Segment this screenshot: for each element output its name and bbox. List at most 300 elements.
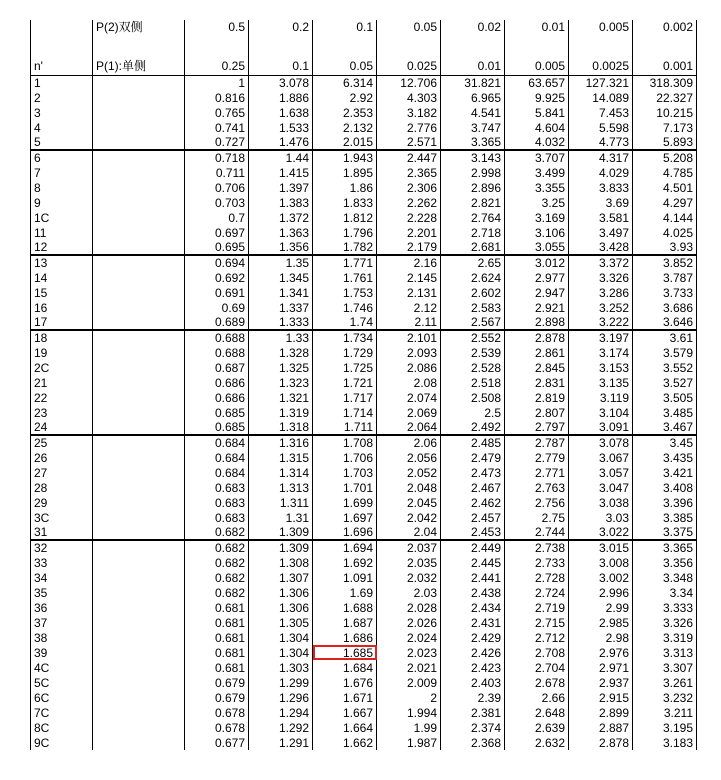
critical-value-cell[interactable]: 3.34 — [633, 585, 697, 600]
critical-value-cell[interactable]: 1.415 — [249, 165, 313, 180]
critical-value-cell[interactable]: 1.291 — [249, 735, 313, 750]
critical-value-cell[interactable]: 0.703 — [185, 195, 249, 210]
critical-value-cell[interactable]: 3.078 — [569, 435, 633, 450]
critical-value-cell[interactable]: 2.042 — [377, 510, 441, 525]
critical-value-cell[interactable]: 3.252 — [569, 300, 633, 315]
critical-value-cell[interactable]: 2.744 — [505, 525, 569, 540]
critical-value-cell[interactable]: 1.303 — [249, 660, 313, 675]
critical-value-cell[interactable]: 12.706 — [377, 75, 441, 90]
critical-value-cell[interactable]: 2.764 — [441, 210, 505, 225]
critical-value-cell[interactable]: 3.552 — [633, 360, 697, 375]
critical-value-cell[interactable]: 0.681 — [185, 660, 249, 675]
critical-value-cell[interactable]: 2.632 — [505, 735, 569, 750]
critical-value-cell[interactable]: 3.375 — [633, 525, 697, 540]
critical-value-cell[interactable]: 2.921 — [505, 300, 569, 315]
critical-value-cell[interactable]: 2.132 — [313, 120, 377, 135]
critical-value-cell[interactable]: 1.318 — [249, 420, 313, 435]
critical-value-cell[interactable]: 0.686 — [185, 390, 249, 405]
critical-value-cell[interactable]: 2.03 — [377, 585, 441, 600]
critical-value-cell[interactable]: 2.712 — [505, 630, 569, 645]
critical-value-cell[interactable]: 4.029 — [569, 165, 633, 180]
critical-value-cell[interactable]: 2.583 — [441, 300, 505, 315]
critical-value-cell[interactable]: 1.296 — [249, 690, 313, 705]
critical-value-cell[interactable]: 2.485 — [441, 435, 505, 450]
critical-value-cell[interactable]: 1.33 — [249, 330, 313, 345]
critical-value-cell[interactable]: 2.086 — [377, 360, 441, 375]
critical-value-cell[interactable]: 3.733 — [633, 285, 697, 300]
critical-value-cell[interactable]: 10.215 — [633, 105, 697, 120]
critical-value-cell[interactable]: 3.197 — [569, 330, 633, 345]
critical-value-cell[interactable]: 2.518 — [441, 375, 505, 390]
critical-value-cell[interactable]: 2.567 — [441, 315, 505, 330]
critical-value-cell[interactable]: 2.074 — [377, 390, 441, 405]
critical-value-cell[interactable]: 2.878 — [569, 735, 633, 750]
critical-value-cell[interactable]: 1.294 — [249, 705, 313, 720]
critical-value-cell[interactable]: 3.047 — [569, 480, 633, 495]
critical-value-cell[interactable]: 3.372 — [569, 255, 633, 270]
critical-value-cell[interactable]: 3.135 — [569, 375, 633, 390]
critical-value-cell[interactable]: 1.321 — [249, 390, 313, 405]
critical-value-cell[interactable]: 2.028 — [377, 600, 441, 615]
critical-value-cell[interactable]: 2.65 — [441, 255, 505, 270]
critical-value-cell[interactable]: 0.69 — [185, 300, 249, 315]
critical-value-cell[interactable]: 3.45 — [633, 435, 697, 450]
critical-value-cell[interactable]: 3.078 — [249, 75, 313, 90]
critical-value-cell[interactable]: 2.5 — [441, 405, 505, 420]
critical-value-cell[interactable]: 2.423 — [441, 660, 505, 675]
critical-value-cell[interactable]: 1.638 — [249, 105, 313, 120]
critical-value-cell[interactable]: 2.431 — [441, 615, 505, 630]
critical-value-cell[interactable]: 1.44 — [249, 150, 313, 165]
critical-value-cell[interactable]: 1.341 — [249, 285, 313, 300]
critical-value-cell[interactable]: 2.12 — [377, 300, 441, 315]
critical-value-cell[interactable]: 3.222 — [569, 315, 633, 330]
critical-value-cell[interactable]: 0.684 — [185, 450, 249, 465]
critical-value-cell[interactable]: 2.026 — [377, 615, 441, 630]
critical-value-cell[interactable]: 1.476 — [249, 135, 313, 150]
critical-value-cell[interactable]: 0.683 — [185, 480, 249, 495]
critical-value-cell[interactable]: 3.03 — [569, 510, 633, 525]
critical-value-cell[interactable]: 0.682 — [185, 540, 249, 555]
critical-value-cell[interactable]: 3.396 — [633, 495, 697, 510]
critical-value-cell[interactable]: 2.887 — [569, 720, 633, 735]
critical-value-cell[interactable]: 2.11 — [377, 315, 441, 330]
critical-value-cell[interactable]: 0.683 — [185, 510, 249, 525]
critical-value-cell[interactable]: 3.232 — [633, 690, 697, 705]
critical-value-cell[interactable]: 1.356 — [249, 240, 313, 255]
critical-value-cell[interactable]: 2.704 — [505, 660, 569, 675]
critical-value-cell[interactable]: 1.664 — [313, 720, 377, 735]
critical-value-cell[interactable]: 3.038 — [569, 495, 633, 510]
critical-value-cell[interactable]: 1.711 — [313, 420, 377, 435]
critical-value-cell[interactable]: 1.309 — [249, 525, 313, 540]
critical-value-cell[interactable]: 2.08 — [377, 375, 441, 390]
critical-value-cell[interactable]: 3.408 — [633, 480, 697, 495]
critical-value-cell[interactable]: 3.326 — [633, 615, 697, 630]
critical-value-cell[interactable]: 1.886 — [249, 90, 313, 105]
highlighted-value-cell[interactable]: 1.685 — [313, 645, 377, 660]
critical-value-cell[interactable]: 2.947 — [505, 285, 569, 300]
critical-value-cell[interactable]: 2.023 — [377, 645, 441, 660]
critical-value-cell[interactable]: 3.833 — [569, 180, 633, 195]
critical-value-cell[interactable]: 2.771 — [505, 465, 569, 480]
critical-value-cell[interactable]: 0.685 — [185, 405, 249, 420]
critical-value-cell[interactable]: 2.101 — [377, 330, 441, 345]
critical-value-cell[interactable]: 2.262 — [377, 195, 441, 210]
critical-value-cell[interactable]: 1.363 — [249, 225, 313, 240]
critical-value-cell[interactable]: 3.499 — [505, 165, 569, 180]
critical-value-cell[interactable]: 2.681 — [441, 240, 505, 255]
critical-value-cell[interactable]: 0.711 — [185, 165, 249, 180]
critical-value-cell[interactable]: 2.819 — [505, 390, 569, 405]
critical-value-cell[interactable]: 0.694 — [185, 255, 249, 270]
critical-value-cell[interactable]: 2.728 — [505, 570, 569, 585]
critical-value-cell[interactable]: 3.022 — [569, 525, 633, 540]
critical-value-cell[interactable]: 1.895 — [313, 165, 377, 180]
critical-value-cell[interactable]: 22.327 — [633, 90, 697, 105]
critical-value-cell[interactable]: 3.421 — [633, 465, 697, 480]
critical-value-cell[interactable]: 2.306 — [377, 180, 441, 195]
critical-value-cell[interactable]: 3.183 — [633, 735, 697, 750]
critical-value-cell[interactable]: 2.16 — [377, 255, 441, 270]
critical-value-cell[interactable]: 3.211 — [633, 705, 697, 720]
critical-value-cell[interactable]: 1.796 — [313, 225, 377, 240]
critical-value-cell[interactable]: 63.657 — [505, 75, 569, 90]
critical-value-cell[interactable]: 4.032 — [505, 135, 569, 150]
critical-value-cell[interactable]: 3.355 — [505, 180, 569, 195]
critical-value-cell[interactable]: 127.321 — [569, 75, 633, 90]
critical-value-cell[interactable]: 2.39 — [441, 690, 505, 705]
critical-value-cell[interactable]: 2.045 — [377, 495, 441, 510]
critical-value-cell[interactable]: 6.965 — [441, 90, 505, 105]
critical-value-cell[interactable]: 2.678 — [505, 675, 569, 690]
critical-value-cell[interactable]: 1.699 — [313, 495, 377, 510]
critical-value-cell[interactable]: 1.86 — [313, 180, 377, 195]
critical-value-cell[interactable]: 1.325 — [249, 360, 313, 375]
critical-value-cell[interactable]: 0.816 — [185, 90, 249, 105]
critical-value-cell[interactable]: 7.453 — [569, 105, 633, 120]
critical-value-cell[interactable]: 2.201 — [377, 225, 441, 240]
critical-value-cell[interactable]: 1.688 — [313, 600, 377, 615]
critical-value-cell[interactable]: 2.899 — [569, 705, 633, 720]
critical-value-cell[interactable]: 2.441 — [441, 570, 505, 585]
critical-value-cell[interactable]: 2.898 — [505, 315, 569, 330]
critical-value-cell[interactable]: 2.492 — [441, 420, 505, 435]
critical-value-cell[interactable]: 2.718 — [441, 225, 505, 240]
critical-value-cell[interactable]: 1.771 — [313, 255, 377, 270]
critical-value-cell[interactable]: 5.598 — [569, 120, 633, 135]
critical-value-cell[interactable]: 3.067 — [569, 450, 633, 465]
critical-value-cell[interactable]: 4.773 — [569, 135, 633, 150]
critical-value-cell[interactable]: 1.337 — [249, 300, 313, 315]
critical-value-cell[interactable]: 1.091 — [313, 570, 377, 585]
critical-value-cell[interactable]: 2.473 — [441, 465, 505, 480]
critical-value-cell[interactable]: 0.681 — [185, 630, 249, 645]
critical-value-cell[interactable]: 3.365 — [441, 135, 505, 150]
critical-value-cell[interactable]: 2.98 — [569, 630, 633, 645]
critical-value-cell[interactable]: 2.449 — [441, 540, 505, 555]
critical-value-cell[interactable]: 0.684 — [185, 465, 249, 480]
critical-value-cell[interactable]: 3.435 — [633, 450, 697, 465]
critical-value-cell[interactable]: 1.345 — [249, 270, 313, 285]
critical-value-cell[interactable]: 2.457 — [441, 510, 505, 525]
critical-value-cell[interactable]: 1.687 — [313, 615, 377, 630]
critical-value-cell[interactable]: 2.131 — [377, 285, 441, 300]
critical-value-cell[interactable]: 0.679 — [185, 690, 249, 705]
critical-value-cell[interactable]: 3.69 — [569, 195, 633, 210]
critical-value-cell[interactable]: 7.173 — [633, 120, 697, 135]
critical-value-cell[interactable]: 2.052 — [377, 465, 441, 480]
critical-value-cell[interactable]: 3.385 — [633, 510, 697, 525]
critical-value-cell[interactable]: 1.697 — [313, 510, 377, 525]
critical-value-cell[interactable]: 3.174 — [569, 345, 633, 360]
critical-value-cell[interactable]: 2.985 — [569, 615, 633, 630]
critical-value-cell[interactable]: 2.365 — [377, 165, 441, 180]
critical-value-cell[interactable]: 1.333 — [249, 315, 313, 330]
critical-value-cell[interactable]: 3.055 — [505, 240, 569, 255]
critical-value-cell[interactable]: 1.703 — [313, 465, 377, 480]
critical-value-cell[interactable]: 3.104 — [569, 405, 633, 420]
critical-value-cell[interactable]: 1.734 — [313, 330, 377, 345]
critical-value-cell[interactable]: 1.292 — [249, 720, 313, 735]
critical-value-cell[interactable]: 2.179 — [377, 240, 441, 255]
critical-value-cell[interactable]: 1.308 — [249, 555, 313, 570]
critical-value-cell[interactable]: 0.684 — [185, 435, 249, 450]
critical-value-cell[interactable]: 1.753 — [313, 285, 377, 300]
critical-value-cell[interactable]: 1.987 — [377, 735, 441, 750]
critical-value-cell[interactable]: 5.841 — [505, 105, 569, 120]
critical-value-cell[interactable]: 2.064 — [377, 420, 441, 435]
critical-value-cell[interactable]: 1 — [185, 75, 249, 90]
critical-value-cell[interactable]: 2.845 — [505, 360, 569, 375]
critical-value-cell[interactable]: 0.685 — [185, 420, 249, 435]
critical-value-cell[interactable]: 2.368 — [441, 735, 505, 750]
critical-value-cell[interactable]: 1.692 — [313, 555, 377, 570]
critical-value-cell[interactable]: 3.485 — [633, 405, 697, 420]
critical-value-cell[interactable]: 2.403 — [441, 675, 505, 690]
critical-value-cell[interactable]: 0.695 — [185, 240, 249, 255]
critical-value-cell[interactable]: 1.533 — [249, 120, 313, 135]
critical-value-cell[interactable]: 2.708 — [505, 645, 569, 660]
critical-value-cell[interactable]: 1.397 — [249, 180, 313, 195]
critical-value-cell[interactable]: 2.797 — [505, 420, 569, 435]
critical-value-cell[interactable]: 2.715 — [505, 615, 569, 630]
critical-value-cell[interactable]: 3.182 — [377, 105, 441, 120]
critical-value-cell[interactable]: 0.727 — [185, 135, 249, 150]
critical-value-cell[interactable]: 2.75 — [505, 510, 569, 525]
critical-value-cell[interactable]: 3.307 — [633, 660, 697, 675]
critical-value-cell[interactable]: 2.445 — [441, 555, 505, 570]
critical-value-cell[interactable]: 0.741 — [185, 120, 249, 135]
critical-value-cell[interactable]: 2.937 — [569, 675, 633, 690]
critical-value-cell[interactable]: 1.708 — [313, 435, 377, 450]
critical-value-cell[interactable]: 2.639 — [505, 720, 569, 735]
critical-value-cell[interactable]: 0.682 — [185, 525, 249, 540]
critical-value-cell[interactable]: 2.353 — [313, 105, 377, 120]
critical-value-cell[interactable]: 9.925 — [505, 90, 569, 105]
critical-value-cell[interactable]: 2.756 — [505, 495, 569, 510]
critical-value-cell[interactable]: 3.497 — [569, 225, 633, 240]
critical-value-cell[interactable]: 31.821 — [441, 75, 505, 90]
critical-value-cell[interactable]: 2.429 — [441, 630, 505, 645]
critical-value-cell[interactable]: 2.624 — [441, 270, 505, 285]
critical-value-cell[interactable]: 1.306 — [249, 585, 313, 600]
critical-value-cell[interactable]: 2.024 — [377, 630, 441, 645]
critical-value-cell[interactable]: 2.048 — [377, 480, 441, 495]
critical-value-cell[interactable]: 2.438 — [441, 585, 505, 600]
critical-value-cell[interactable]: 1.99 — [377, 720, 441, 735]
critical-value-cell[interactable]: 3.579 — [633, 345, 697, 360]
critical-value-cell[interactable]: 3.261 — [633, 675, 697, 690]
critical-value-cell[interactable]: 5.208 — [633, 150, 697, 165]
critical-value-cell[interactable]: 318.309 — [633, 75, 697, 90]
critical-value-cell[interactable]: 1.306 — [249, 600, 313, 615]
critical-value-cell[interactable]: 0.765 — [185, 105, 249, 120]
critical-value-cell[interactable]: 2.763 — [505, 480, 569, 495]
critical-value-cell[interactable]: 2.037 — [377, 540, 441, 555]
critical-value-cell[interactable]: 1.314 — [249, 465, 313, 480]
critical-value-cell[interactable]: 1.667 — [313, 705, 377, 720]
critical-value-cell[interactable]: 3.313 — [633, 645, 697, 660]
critical-value-cell[interactable]: 1.316 — [249, 435, 313, 450]
critical-value-cell[interactable]: 2.571 — [377, 135, 441, 150]
critical-value-cell[interactable]: 1.31 — [249, 510, 313, 525]
critical-value-cell[interactable]: 3.428 — [569, 240, 633, 255]
critical-value-cell[interactable]: 2.915 — [569, 690, 633, 705]
critical-value-cell[interactable]: 0.706 — [185, 180, 249, 195]
critical-value-cell[interactable]: 4.317 — [569, 150, 633, 165]
critical-value-cell[interactable]: 2.381 — [441, 705, 505, 720]
critical-value-cell[interactable]: 0.678 — [185, 705, 249, 720]
critical-value-cell[interactable]: 1.701 — [313, 480, 377, 495]
critical-value-cell[interactable]: 3.686 — [633, 300, 697, 315]
critical-value-cell[interactable]: 3.169 — [505, 210, 569, 225]
critical-value-cell[interactable]: 3.319 — [633, 630, 697, 645]
critical-value-cell[interactable]: 1.311 — [249, 495, 313, 510]
critical-value-cell[interactable]: 1.319 — [249, 405, 313, 420]
critical-value-cell[interactable]: 1.684 — [313, 660, 377, 675]
critical-value-cell[interactable]: 2.015 — [313, 135, 377, 150]
critical-value-cell[interactable]: 3.747 — [441, 120, 505, 135]
critical-value-cell[interactable]: 14.089 — [569, 90, 633, 105]
critical-value-cell[interactable]: 1.761 — [313, 270, 377, 285]
critical-value-cell[interactable]: 2.602 — [441, 285, 505, 300]
critical-value-cell[interactable]: 2.998 — [441, 165, 505, 180]
critical-value-cell[interactable]: 2.733 — [505, 555, 569, 570]
critical-value-cell[interactable]: 2.787 — [505, 435, 569, 450]
critical-value-cell[interactable]: 3.326 — [569, 270, 633, 285]
critical-value-cell[interactable]: 2.528 — [441, 360, 505, 375]
critical-value-cell[interactable]: 3.852 — [633, 255, 697, 270]
critical-value-cell[interactable]: 5.893 — [633, 135, 697, 150]
critical-value-cell[interactable]: 3.646 — [633, 315, 697, 330]
critical-value-cell[interactable]: 4.297 — [633, 195, 697, 210]
critical-value-cell[interactable]: 4.785 — [633, 165, 697, 180]
critical-value-cell[interactable]: 1.315 — [249, 450, 313, 465]
critical-value-cell[interactable]: 0.682 — [185, 555, 249, 570]
critical-value-cell[interactable]: 0.681 — [185, 645, 249, 660]
critical-value-cell[interactable]: 1.833 — [313, 195, 377, 210]
critical-value-cell[interactable]: 3.091 — [569, 420, 633, 435]
critical-value-cell[interactable]: 0.718 — [185, 150, 249, 165]
critical-value-cell[interactable]: 2.724 — [505, 585, 569, 600]
critical-value-cell[interactable]: 3.581 — [569, 210, 633, 225]
critical-value-cell[interactable]: 2.056 — [377, 450, 441, 465]
critical-value-cell[interactable]: 3.002 — [569, 570, 633, 585]
critical-value-cell[interactable]: 1.686 — [313, 630, 377, 645]
critical-value-cell[interactable]: 2.479 — [441, 450, 505, 465]
critical-value-cell[interactable]: 1.69 — [313, 585, 377, 600]
critical-value-cell[interactable]: 3.015 — [569, 540, 633, 555]
critical-value-cell[interactable]: 1.717 — [313, 390, 377, 405]
critical-value-cell[interactable]: 2.861 — [505, 345, 569, 360]
critical-value-cell[interactable]: 1.729 — [313, 345, 377, 360]
critical-value-cell[interactable]: 2.807 — [505, 405, 569, 420]
critical-value-cell[interactable]: 2.976 — [569, 645, 633, 660]
critical-value-cell[interactable]: 3.008 — [569, 555, 633, 570]
critical-value-cell[interactable]: 0.677 — [185, 735, 249, 750]
critical-value-cell[interactable]: 2.977 — [505, 270, 569, 285]
critical-value-cell[interactable]: 3.527 — [633, 375, 697, 390]
critical-value-cell[interactable]: 1.305 — [249, 615, 313, 630]
critical-value-cell[interactable]: 2.99 — [569, 600, 633, 615]
critical-value-cell[interactable]: 3.356 — [633, 555, 697, 570]
critical-value-cell[interactable]: 3.93 — [633, 240, 697, 255]
critical-value-cell[interactable]: 2.434 — [441, 600, 505, 615]
critical-value-cell[interactable]: 2.035 — [377, 555, 441, 570]
critical-value-cell[interactable]: 1.994 — [377, 705, 441, 720]
critical-value-cell[interactable]: 3.286 — [569, 285, 633, 300]
critical-value-cell[interactable]: 4.501 — [633, 180, 697, 195]
critical-value-cell[interactable]: 0.697 — [185, 225, 249, 240]
critical-value-cell[interactable]: 3.143 — [441, 150, 505, 165]
critical-value-cell[interactable]: 0.688 — [185, 345, 249, 360]
critical-value-cell[interactable]: 2.453 — [441, 525, 505, 540]
critical-value-cell[interactable]: 3.707 — [505, 150, 569, 165]
critical-value-cell[interactable]: 1.304 — [249, 630, 313, 645]
critical-value-cell[interactable]: 2.374 — [441, 720, 505, 735]
critical-value-cell[interactable]: 2.228 — [377, 210, 441, 225]
critical-value-cell[interactable]: 2.069 — [377, 405, 441, 420]
critical-value-cell[interactable]: 1.372 — [249, 210, 313, 225]
critical-value-cell[interactable]: 1.309 — [249, 540, 313, 555]
critical-value-cell[interactable]: 1.721 — [313, 375, 377, 390]
critical-value-cell[interactable]: 2.719 — [505, 600, 569, 615]
critical-value-cell[interactable]: 2.009 — [377, 675, 441, 690]
critical-value-cell[interactable]: 3.365 — [633, 540, 697, 555]
critical-value-cell[interactable]: 0.7 — [185, 210, 249, 225]
critical-value-cell[interactable]: 2.447 — [377, 150, 441, 165]
critical-value-cell[interactable]: 0.692 — [185, 270, 249, 285]
critical-value-cell[interactable]: 3.25 — [505, 195, 569, 210]
critical-value-cell[interactable]: 2.021 — [377, 660, 441, 675]
critical-value-cell[interactable]: 2.648 — [505, 705, 569, 720]
critical-value-cell[interactable]: 2.06 — [377, 435, 441, 450]
critical-value-cell[interactable]: 3.153 — [569, 360, 633, 375]
critical-value-cell[interactable]: 0.681 — [185, 600, 249, 615]
critical-value-cell[interactable]: 1.307 — [249, 570, 313, 585]
critical-value-cell[interactable]: 0.679 — [185, 675, 249, 690]
critical-value-cell[interactable]: 0.678 — [185, 720, 249, 735]
critical-value-cell[interactable]: 1.694 — [313, 540, 377, 555]
critical-value-cell[interactable]: 1.662 — [313, 735, 377, 750]
critical-value-cell[interactable]: 0.689 — [185, 315, 249, 330]
critical-value-cell[interactable]: 2.779 — [505, 450, 569, 465]
critical-value-cell[interactable]: 1.676 — [313, 675, 377, 690]
critical-value-cell[interactable]: 1.323 — [249, 375, 313, 390]
critical-value-cell[interactable]: 1.671 — [313, 690, 377, 705]
critical-value-cell[interactable]: 2.738 — [505, 540, 569, 555]
